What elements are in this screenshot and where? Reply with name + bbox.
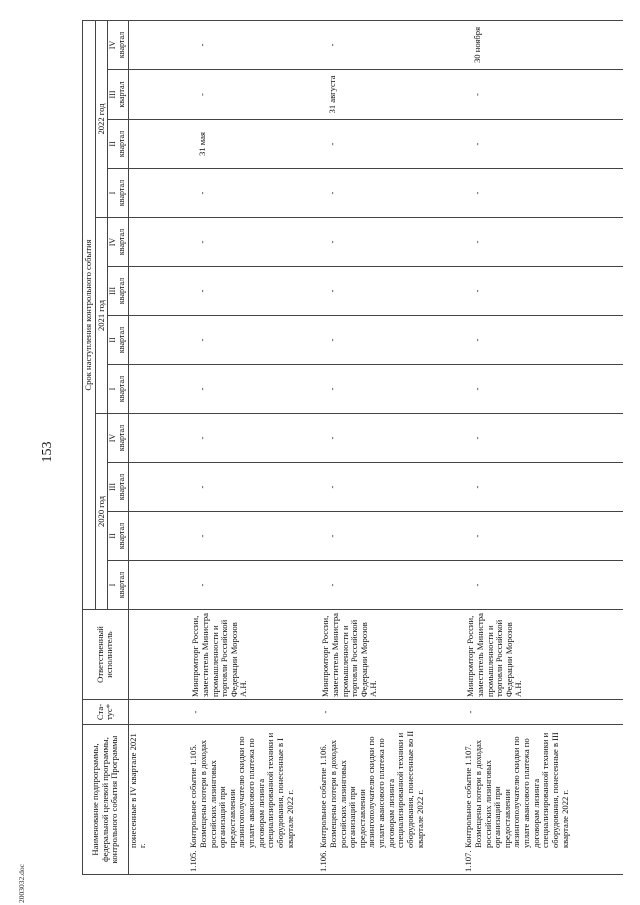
quarter-roman: IV	[108, 40, 118, 50]
deadline-cell: -	[188, 316, 318, 365]
deadline-cell: -	[318, 20, 463, 69]
header-year-2022: 2022 год	[95, 20, 108, 217]
row-number: 1.106.	[318, 850, 329, 872]
deadline-cell: -	[318, 463, 463, 512]
row-status: -	[188, 700, 318, 725]
quarter-word: квартал	[117, 31, 127, 59]
deadline-cell: -	[318, 512, 463, 561]
header-deadline: Срок наступления контрольного события	[83, 20, 96, 609]
deadline-cell: -	[318, 561, 463, 610]
header-quarter	[108, 267, 129, 316]
header-quarter	[108, 120, 129, 169]
deadline-cell: -	[188, 218, 318, 267]
deadline-cell	[128, 365, 188, 414]
header-responsible: Ответственный исполнитель	[83, 610, 129, 700]
header-quarter	[108, 463, 129, 512]
quarter-word: квартал	[117, 130, 127, 158]
row-number	[129, 848, 148, 872]
deadline-cell: -	[463, 463, 623, 512]
row-status: -	[318, 700, 463, 725]
deadline-cell: -	[188, 414, 318, 463]
quarter-word: квартал	[117, 326, 127, 354]
quarter-roman: IV	[108, 433, 118, 443]
quarter-roman: III	[108, 287, 118, 295]
deadline-cell: -	[188, 267, 318, 316]
table-row	[318, 20, 463, 874]
quarter-roman: II	[108, 337, 118, 343]
quarter-roman: IV	[108, 237, 118, 247]
deadline-cell: -	[318, 414, 463, 463]
deadline-cell: -	[463, 70, 623, 120]
quarter-roman: I	[108, 191, 118, 195]
row-name: понесенные в IV квартале 2021 г.	[127, 733, 148, 848]
deadline-cell: -	[318, 169, 463, 218]
document-code: 2003032.doc	[17, 864, 26, 903]
quarter-word: квартал	[117, 179, 127, 207]
table-body	[128, 20, 623, 874]
quarter-word: квартал	[117, 228, 127, 256]
quarter-word: квартал	[117, 522, 127, 550]
deadline-cell: -	[463, 316, 623, 365]
deadline-cell	[128, 169, 188, 218]
deadline-cell: -	[318, 120, 463, 169]
quarter-word: квартал	[117, 375, 127, 403]
header-quarter	[108, 561, 129, 610]
header-quarter	[108, 316, 129, 365]
quarter-word: квартал	[117, 473, 127, 501]
deadline-cell: -	[463, 169, 623, 218]
deadline-cell: -	[188, 512, 318, 561]
header-quarter	[108, 70, 129, 120]
deadline-cell: -	[188, 70, 318, 120]
header-year-2021: 2021 год	[95, 218, 108, 414]
row-name: Контрольное событие 1.107. Возмещены потери в доходах российских лизинговых организаций при предоставлении лизингополучателю скидки по уплате авансового платежа по договорам лизинга специализированной техники и оборудования, понесенные в III квартале 2022 г.	[463, 732, 570, 848]
header-quarter	[108, 512, 129, 561]
header-quarter	[108, 414, 129, 463]
header-quarter	[108, 365, 129, 414]
row-name-cell	[463, 725, 623, 875]
row-number: 1.105.	[188, 850, 199, 872]
deadline-cell	[128, 414, 188, 463]
deadline-cell	[128, 120, 188, 169]
page-number: 153	[40, 441, 55, 463]
deadline-cell: -	[463, 218, 623, 267]
deadline-cell	[128, 20, 188, 69]
deadline-cell: -	[463, 120, 623, 169]
deadline-cell: -	[318, 267, 463, 316]
rotated-table-area	[82, 20, 602, 875]
deadline-cell: 31 августа	[318, 70, 463, 120]
quarter-word: квартал	[117, 571, 127, 599]
deadline-cell: -	[188, 463, 318, 512]
row-number: 1.107.	[463, 850, 474, 872]
quarter-roman: I	[108, 583, 118, 587]
control-events-table	[82, 20, 623, 875]
row-responsible	[128, 610, 188, 700]
deadline-cell	[128, 70, 188, 120]
row-responsible: Минпромторг России, заместитель Министра промышленности и торговли Российской Федерации Морозов А.Н.	[188, 610, 318, 700]
deadline-cell: -	[463, 267, 623, 316]
header-status: Ста-тус*	[83, 700, 129, 725]
quarter-roman: I	[108, 387, 118, 391]
deadline-cell	[128, 267, 188, 316]
quarter-roman: III	[108, 483, 118, 491]
deadline-cell: -	[188, 561, 318, 610]
row-name-cell	[128, 725, 188, 875]
table-row	[128, 20, 188, 874]
row-responsible: Минпромторг России, заместитель Министра промышленности и торговли Российской Федерации Морозов А.Н.	[463, 610, 623, 700]
deadline-cell: -	[318, 365, 463, 414]
header-quarter	[108, 20, 129, 69]
deadline-cell: -	[188, 20, 318, 69]
quarter-roman: II	[108, 533, 118, 539]
deadline-cell: 31 мая	[188, 120, 318, 169]
row-status	[128, 700, 188, 725]
row-status: -	[463, 700, 623, 725]
quarter-roman: II	[108, 141, 118, 147]
quarter-word: квартал	[117, 81, 127, 108]
deadline-cell: 30 ноября	[463, 20, 623, 69]
header-quarter	[108, 169, 129, 218]
header-year-2020: 2020 год	[95, 414, 108, 610]
deadline-cell: -	[188, 169, 318, 218]
deadline-cell: -	[463, 512, 623, 561]
header-name: Наименование подпрограммы, федеральной целевой программы, контрольного события Программы	[83, 725, 129, 875]
deadline-cell: -	[463, 365, 623, 414]
table-row	[188, 20, 318, 874]
deadline-cell: -	[188, 365, 318, 414]
deadline-cell: -	[463, 414, 623, 463]
deadline-cell: -	[318, 316, 463, 365]
deadline-cell	[128, 316, 188, 365]
row-name-cell	[188, 725, 318, 875]
row-responsible: Минпромторг России, заместитель Министра промышленности и торговли Российской Федерации Морозов А.Н.	[318, 610, 463, 700]
deadline-cell	[128, 561, 188, 610]
row-name: Контрольное событие 1.105. Возмещены потери в доходах российских лизинговых организаций при предоставлении лизингополучателю скидки по уплате авансового платежа по договорам лизинга специализированной техники и оборудования, понесенные в I квартале 2022 г.	[188, 732, 295, 848]
quarter-word: квартал	[117, 424, 127, 452]
deadline-cell: -	[318, 218, 463, 267]
row-name-cell	[318, 725, 463, 875]
quarter-word: квартал	[117, 277, 127, 305]
deadline-cell	[128, 512, 188, 561]
row-name: Контрольное событие 1.106. Возмещены потери в доходах российских лизинговых организаций при предоставлении лизингополучателю скидки по уплате авансового платежа по договорам лизинга специализированной техники и оборудования, понесенные во II квартале 2022 г.	[318, 730, 425, 848]
quarter-roman: III	[108, 90, 118, 99]
deadline-cell: -	[463, 561, 623, 610]
header-quarter	[108, 218, 129, 267]
deadline-cell	[128, 463, 188, 512]
deadline-cell	[128, 218, 188, 267]
table-row	[463, 20, 623, 874]
